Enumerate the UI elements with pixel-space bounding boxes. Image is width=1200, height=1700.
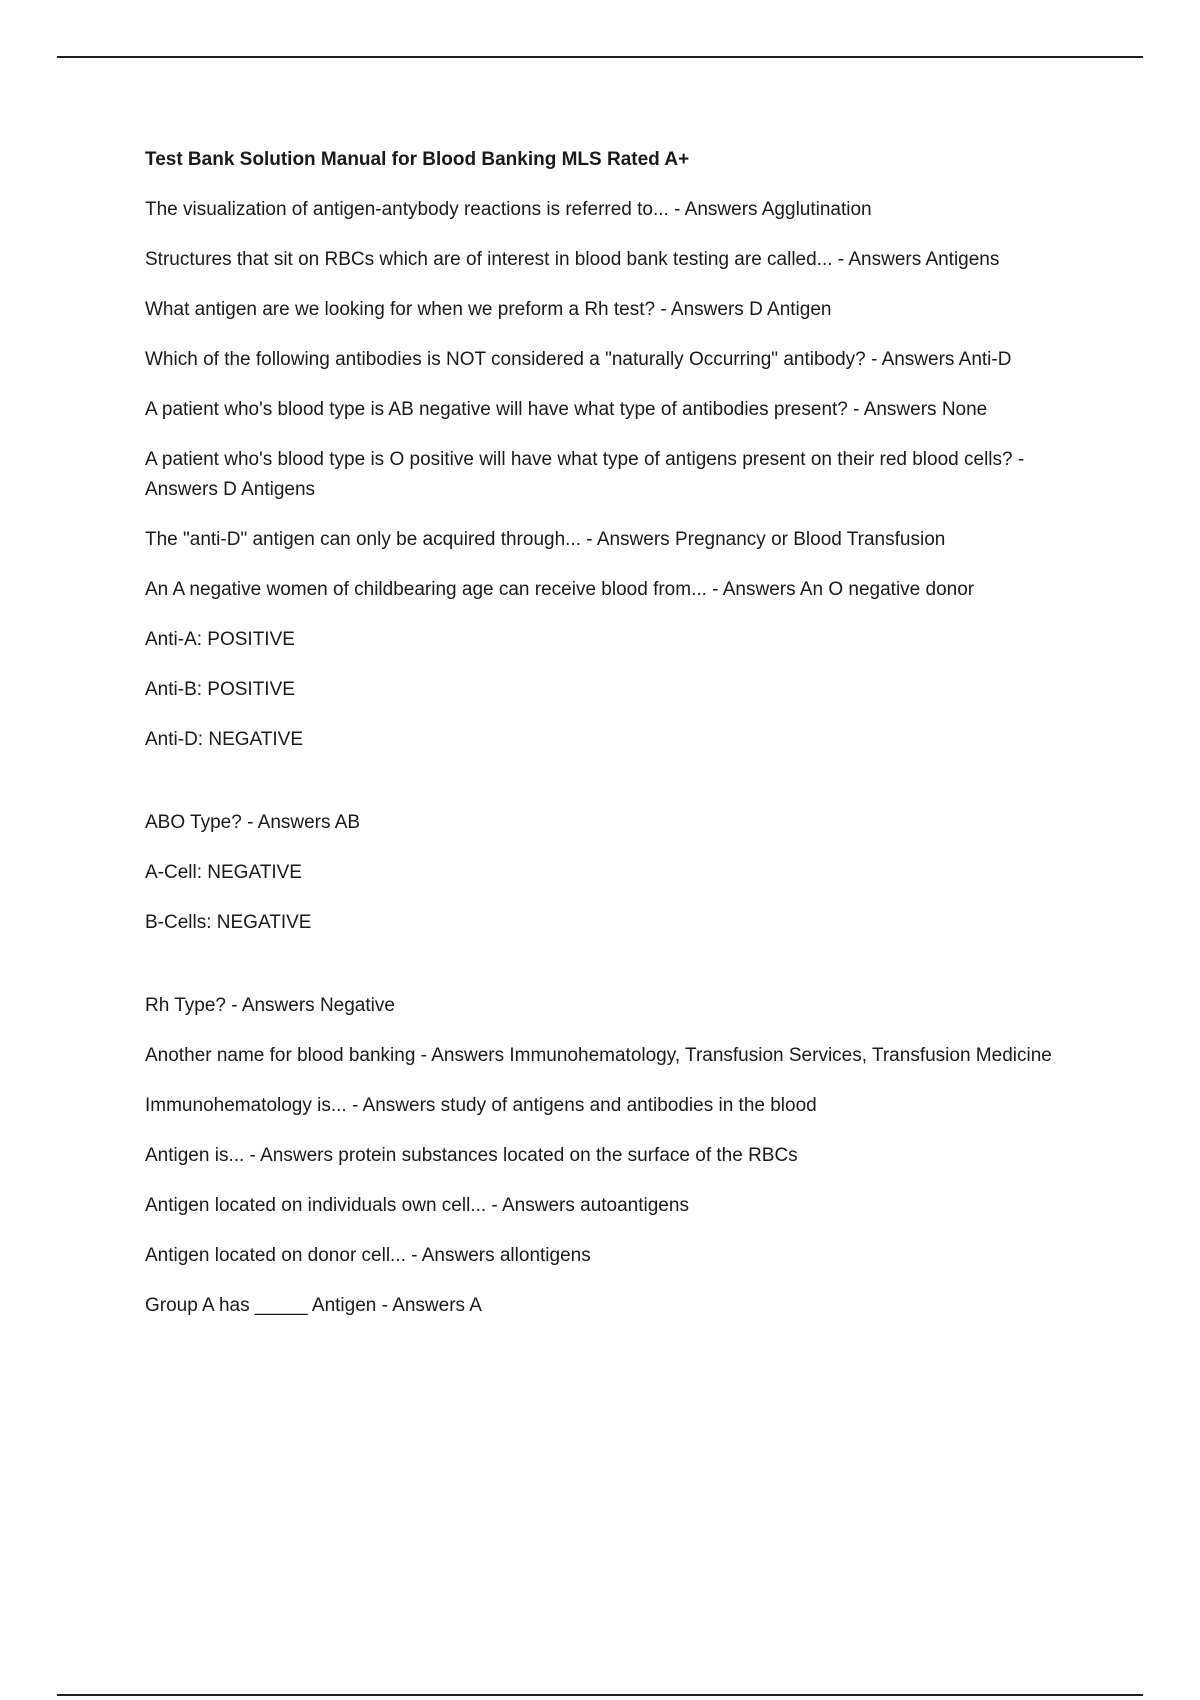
qa-line: Antigen located on donor cell... - Answers allontigens [145,1245,591,1266]
result-line: Anti-A: POSITIVE [145,629,295,650]
document-title: Test Bank Solution Manual for Blood Banking MLS Rated A+ [145,149,690,170]
qa-line: Another name for blood banking - Answers Immunohematology, Transfusion Services, Transfusion Medicine [145,1045,1052,1066]
qa-line: Structures that sit on RBCs which are of interest in blood bank testing are called... - Answers Antigens [145,249,1000,270]
result-line: B-Cells: NEGATIVE [145,912,312,933]
qa-line: What antigen are we looking for when we preform a Rh test? - Answers D Antigen [145,299,832,320]
qa-line: A patient who's blood type is O positive will have what type of antigens present on their red blood cells? - Answers D Antigens [145,449,1025,500]
qa-line: An A negative women of childbearing age can receive blood from... - Answers An O negative donor [145,579,975,600]
result-line: Anti-D: NEGATIVE [145,729,304,750]
qa-line: Rh Type? - Answers Negative [145,995,395,1016]
qa-line: Antigen is... - Answers protein substances located on the surface of the RBCs [145,1145,798,1166]
qa-line: A patient who's blood type is AB negative will have what type of antibodies present? - Answers None [145,399,988,420]
result-line: Anti-B: POSITIVE [145,679,295,700]
qa-line: The visualization of antigen-antybody reactions is referred to... - Answers Agglutination [145,199,872,220]
header-rule [57,56,1143,58]
qa-line: Antigen located on individuals own cell... - Answers autoantigens [145,1195,689,1216]
document-body [145,145,1085,1341]
qa-line: Which of the following antibodies is NOT considered a "naturally Occurring" antibody? - Answers Anti-D [145,349,1012,370]
qa-line: Immunohematology is... - Answers study of antigens and antibodies in the blood [145,1095,817,1116]
qa-line: ABO Type? - Answers AB [145,812,361,833]
footer-rule [57,1694,1143,1696]
qa-line: The "anti-D" antigen can only be acquired through... - Answers Pregnancy or Blood Transfusion [145,529,946,550]
qa-line: Group A has _____ Antigen - Answers A [145,1295,482,1316]
result-line: A-Cell: NEGATIVE [145,862,302,883]
